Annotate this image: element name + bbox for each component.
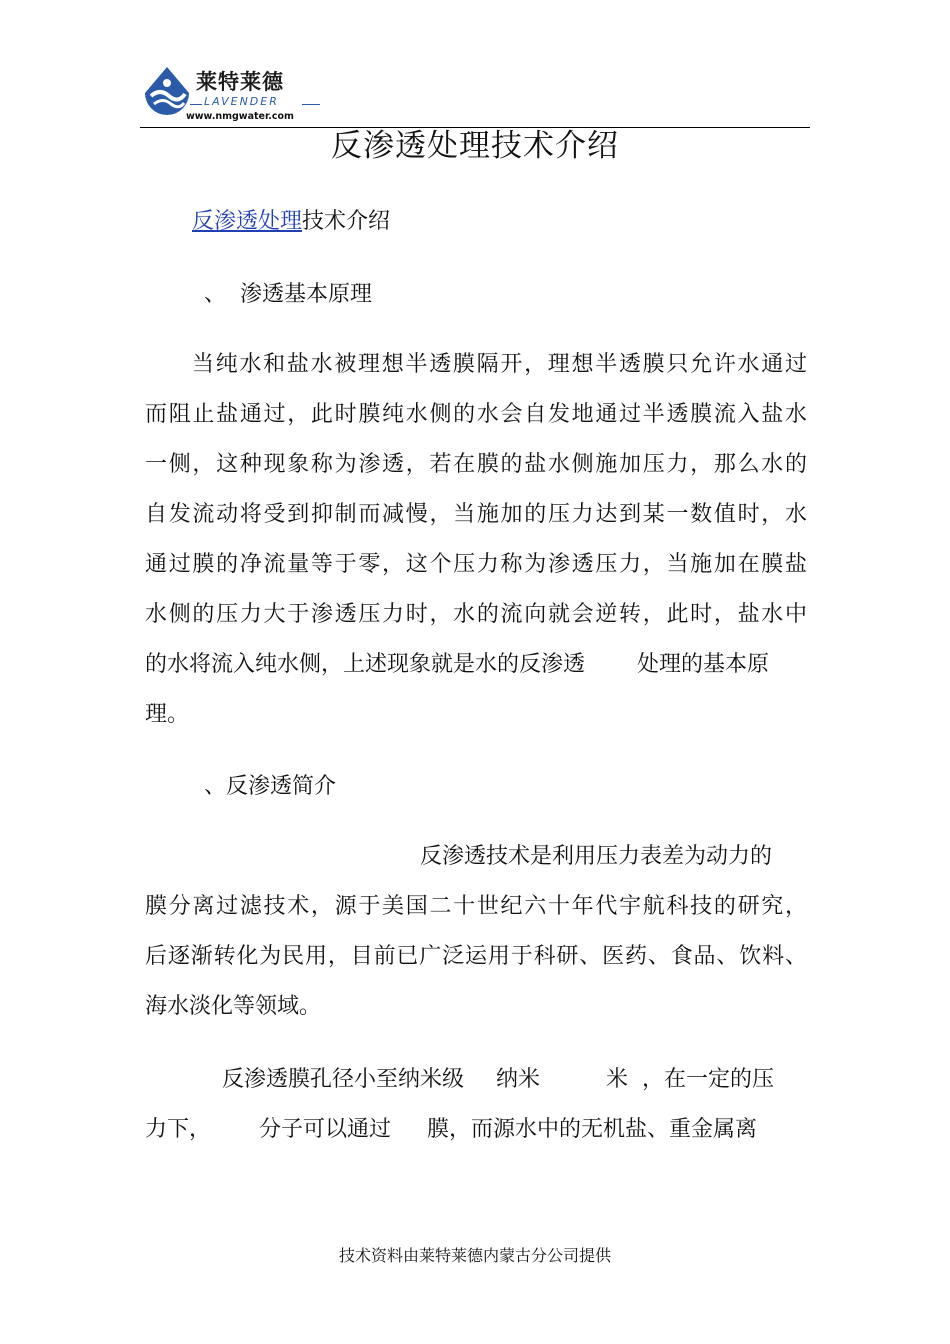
paragraph-line: 当纯水和盐水被理想半透膜隔开，理想半透膜只允许水通过 — [192, 352, 807, 377]
text-fragment: 反渗透膜孔径小至纳米级 — [222, 1067, 465, 1092]
document-title: 反渗透处理技术介绍 — [331, 128, 619, 164]
company-logo — [142, 64, 322, 126]
reverse-osmosis-link[interactable]: 反渗透处理 — [192, 209, 303, 234]
paragraph-line-split — [145, 640, 807, 690]
intro-rest: 技术介绍 — [302, 209, 391, 234]
paragraph-line: 通过膜的净流量等于零，这个压力称为渗透压力，当施加在膜盐 — [145, 552, 807, 577]
section2-paragraph-2 — [145, 1055, 807, 1155]
text-fragment: 分子可以通过 — [259, 1117, 392, 1142]
paragraph-line: 海水淡化等领域。 — [145, 994, 322, 1019]
section2-paragraph-1 — [145, 832, 807, 1032]
page-header — [0, 0, 950, 135]
intro-line — [192, 208, 390, 236]
text-fragment: 膜，而源水中的无机盐、重金属离 — [427, 1117, 758, 1142]
logo-website: www.nmgwater.com — [186, 111, 294, 122]
paragraph-line: 水侧的压力大于渗透压力时，水的流向就会逆转，此时，盐水中 — [145, 602, 807, 627]
paragraph-line: 反渗透技术是利用压力表差为动力的 — [420, 844, 773, 869]
section1-heading-text: 渗透基本原理 — [240, 282, 373, 307]
section2-heading: 、反渗透简介 — [204, 774, 337, 799]
paragraph-line: 理。 — [145, 702, 190, 727]
text-fragment: 纳米 — [496, 1067, 541, 1092]
logo-chinese-name: 莱特莱德 — [196, 70, 284, 94]
section1-paragraph — [145, 340, 807, 740]
text-fragment: 米 — [606, 1067, 629, 1092]
water-drop-logo-icon — [142, 66, 192, 116]
text-fragment: 力下， — [145, 1117, 212, 1142]
logo-rule-left — [190, 104, 202, 105]
logo-english-row — [190, 97, 318, 111]
paragraph-line: 膜分离过滤技术，源于美国二十世纪六十年代宇航科技的研究， — [145, 894, 807, 919]
logo-rule-right — [302, 104, 320, 105]
paragraph-line-tail: 处理的基本原 — [637, 652, 770, 677]
page-footer: 技术资料由莱特莱德内蒙古分公司提供 — [338, 1246, 611, 1265]
paragraph-line-split — [145, 1105, 807, 1155]
paragraph-line: 而阻止盐通过，此时膜纯水侧的水会自发地通过半透膜流入盐水 — [145, 402, 807, 427]
logo-english-name: LAVENDER — [204, 95, 279, 108]
paragraph-line: 自发流动将受到抑制而减慢，当施加的压力达到某一数值时，水 — [145, 502, 807, 527]
paragraph-line-head: 的水将流入纯水侧，上述现象就是水的反渗透 — [145, 652, 586, 677]
paragraph-line: 一侧，这种现象称为渗透，若在膜的盐水侧施加压力，那么水的 — [145, 452, 807, 477]
section1-heading — [204, 281, 372, 309]
paragraph-line-split — [145, 1055, 807, 1105]
paragraph-line: 后逐渐转化为民用，目前已广泛运用于科研、医药、食品、饮料、 — [145, 944, 807, 969]
text-fragment: ，在一定的压 — [642, 1067, 775, 1092]
section1-heading-mark: 、 — [204, 282, 227, 307]
